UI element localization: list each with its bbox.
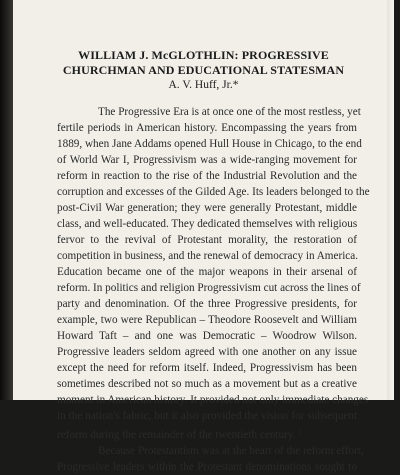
body-line: fervor to the revival of Protestant morality, the restoration of — [57, 234, 357, 246]
body-line: Because Protestantism was at the heart of the reform effort, — [98, 445, 364, 457]
article-title-line-2: CHURCHMAN AND EDUCATIONAL STATESMAN — [62, 63, 345, 77]
body-line: party and denomination. Of the three Progressive presidents, for — [57, 298, 357, 310]
body-line: sometimes described not so much as a movement but as a creative — [57, 378, 357, 390]
body-line: corruption and excesses of the Gilded Age. Its leaders belonged to the — [57, 186, 370, 198]
body-line: 1889, when Jane Addams opened Hull House in Chicago, to the end — [57, 138, 362, 150]
body-line: in the nation's fabric, but it also provided the vision for subsequent — [57, 410, 357, 422]
article-author: A. V. Huff, Jr.* — [168, 79, 239, 91]
document-page — [13, 0, 394, 473]
body-line: Howard Taft – and one was Democratic – Woodrow Wilson. — [57, 330, 357, 342]
body-line: example, two were Republican – Theodore Roosevelt and William — [57, 314, 357, 326]
body-line: competition in business, and the renewal of democracy in America. — [57, 250, 359, 262]
body-line: The Progressive Era is at once one of the most restless, yet — [98, 106, 361, 118]
body-line: of World War I, Progressivism was a wide-ranging movement for — [57, 154, 357, 166]
body-line: post-Civil War generation; they were generally Protestant, middle — [57, 202, 357, 214]
body-line: reform. In politics and religion Progressivism cut across the lines of — [57, 282, 361, 294]
body-line: moment in American history. It provided not only immediate changes — [57, 394, 369, 406]
body-line: Progressive leaders seldom agreed with one another on any issue — [57, 346, 357, 358]
body-line-paragraph-end — [57, 424, 357, 443]
article-header — [13, 48, 394, 93]
body-line: except the need for reform itself. Indeed, Progressivism has been — [57, 362, 357, 374]
body-line: fertile periods in American history. Encompassing the years from — [57, 122, 357, 134]
body-line: Progressive leaders within the Protestant denominations sought to — [57, 461, 357, 473]
article-title-line-1: WILLIAM J. McGLOTHLIN: PROGRESSIVE — [78, 48, 329, 62]
body-line: Education became one of the major weapons in their arsenal of — [57, 266, 357, 278]
body-line: class, and well-educated. They dedicated themselves with religious — [57, 218, 358, 230]
scan-binding-shadow — [0, 0, 14, 400]
article-body — [57, 104, 370, 475]
body-line: reform in reaction to the rise of the Industrial Revolution and the — [57, 170, 357, 182]
footnote-marker[interactable]: 1 — [297, 428, 301, 436]
body-line-text: reform during the remainder of the twentieth century. — [57, 429, 296, 441]
